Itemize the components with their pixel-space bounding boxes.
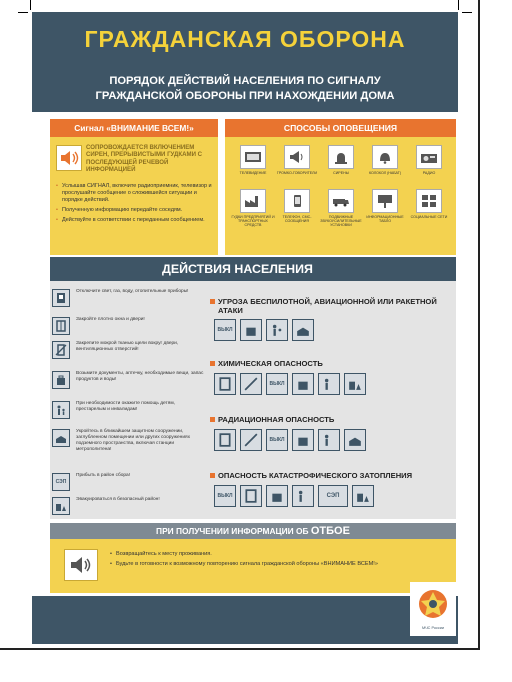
switch-off-icon xyxy=(214,319,236,341)
action-text: Эвакуироваться в безопасный район! xyxy=(76,497,160,502)
subtitle-line: ПОРЯДОК ДЕЙСТВИЙ НАСЕЛЕНИЯ ПО СИГНАЛУ xyxy=(109,75,381,87)
method-factory xyxy=(231,189,275,228)
method-billboard xyxy=(363,189,407,223)
switch-off-icon xyxy=(266,373,288,395)
switch-off-icon xyxy=(52,289,70,307)
action-text: При необходимости окажите помощь детям, престарелым и инвалидам! xyxy=(76,401,175,412)
signal-heading: Сигнал «ВНИМАНИЕ ВСЕМ!» xyxy=(50,119,218,137)
switch-label: ВЫКЛ xyxy=(217,493,233,499)
shelter-icon xyxy=(52,429,70,447)
speaker-icon xyxy=(56,145,82,171)
signal-panel xyxy=(50,119,218,255)
switch-off-icon xyxy=(214,485,236,507)
phone-icon xyxy=(284,189,310,213)
notification-methods-panel xyxy=(225,119,456,255)
crop-mark xyxy=(30,0,31,10)
social-icon xyxy=(416,189,442,213)
sep-icon xyxy=(52,473,70,491)
bag-icon xyxy=(292,373,314,395)
help-icon xyxy=(318,429,340,451)
crop-mark xyxy=(458,0,459,10)
method-bell xyxy=(363,145,407,175)
emchs-emblem xyxy=(410,582,456,636)
siren-icon xyxy=(328,145,354,169)
all-clear-heading-text: ПРИ ПОЛУЧЕНИИ ИНФОРМАЦИИ ОБ xyxy=(156,526,309,536)
method-label: ПОДВИЖНЫЕ ЗВУКОУСИЛИТЕЛЬНЫЕ УСТАНОВКИ xyxy=(320,215,362,228)
action-text: Закрепите мокрой тканью щели вокруг двери, вентиляционных отверстий! xyxy=(76,341,179,352)
sep-icon xyxy=(318,485,348,507)
method-label: ТЕЛЕВИДЕНИЕ xyxy=(239,171,267,175)
signal-description: СОПРОВОЖДАЕТСЯ ВКЛЮЧЕНИЕМ СИРЕН, ПРЕРЫВИСТЫМИ ГУДКАМИ С ПОСЛЕДУЮЩЕЙ РЕЧЕВОЙ ИНФОРМАЦИЕЙ xyxy=(86,144,203,173)
shelter-icon xyxy=(292,319,314,341)
evacuate-icon xyxy=(344,373,366,395)
emblem-icon xyxy=(410,582,456,626)
poster-title: ГРАЖДАНСКАЯ ОБОРОНА xyxy=(84,26,406,52)
threat-title: РАДИАЦИОННАЯ ОПАСНОСТЬ xyxy=(210,415,456,424)
actions-heading: ДЕЙСТВИЯ НАСЕЛЕНИЯ xyxy=(50,257,456,281)
bag-icon xyxy=(52,371,70,389)
signal-instructions xyxy=(56,183,214,227)
factory-icon xyxy=(240,189,266,213)
threat-title: УГРОЗА БЕСПИЛОТНОЙ, АВИАЦИОННОЙ ИЛИ РАКЕТНОЙ АТАКИ xyxy=(210,297,456,315)
method-radio xyxy=(407,145,451,175)
method-label: ТЕЛЕФОН, СМС-СООБЩЕНИЯ xyxy=(282,215,312,224)
seal-icon xyxy=(240,373,262,395)
action-text: Закройте плотно окна и двери! xyxy=(76,317,145,322)
sep-badge: СЭП xyxy=(55,479,67,485)
all-clear-heading xyxy=(50,523,456,539)
shelter-icon xyxy=(344,429,366,451)
threat-air-attack xyxy=(210,297,456,333)
list-item: • Полученную информацию передайте соседям. xyxy=(56,207,214,214)
tv-icon xyxy=(240,145,266,169)
action-text: Отключите свет, газ, воду, отопительные приборы! xyxy=(76,289,189,294)
sep-badge: СЭП xyxy=(326,493,340,499)
switch-label: ВЫКЛ xyxy=(217,327,233,333)
all-clear-panel xyxy=(50,539,456,593)
list-item: • Действуйте в соответствии с переданным сообщением. xyxy=(56,217,214,224)
method-siren xyxy=(319,145,363,175)
method-tv xyxy=(231,145,275,175)
threat-title: ОПАСНОСТЬ КАТАСТРОФИЧЕСКОГО ЗАТОПЛЕНИЯ xyxy=(210,471,456,480)
action-text: Возьмите документы, аптечку, необходимые вещи, запас продуктов и воды! xyxy=(76,371,204,382)
method-label: ГРОМКО-ГОВОРИТЕЛИ xyxy=(276,171,318,175)
method-loudspeaker xyxy=(275,145,319,175)
evacuate-icon xyxy=(352,485,374,507)
threat-title: ХИМИЧЕСКАЯ ОПАСНОСТЬ xyxy=(210,359,456,368)
poster-header xyxy=(32,12,458,112)
switch-off-icon xyxy=(266,429,288,451)
threat-flood xyxy=(210,471,456,499)
seal-icon xyxy=(240,429,262,451)
all-clear-heading-big: ОТБОЕ xyxy=(310,525,350,537)
all-clear-instructions xyxy=(110,550,440,570)
window-icon xyxy=(214,429,236,451)
bag-icon xyxy=(240,319,262,341)
method-label: ИНФОРМАЦИОННЫЕ ТАБЛО xyxy=(366,215,404,224)
poster xyxy=(32,12,458,644)
vehicle-icon xyxy=(328,189,354,213)
action-text: Укройтесь в ближайшем защитном сооружении, заглубленном помещении или других сооружениях подземного пространства, включая станции метрополитена! xyxy=(76,429,191,452)
method-label: КОЛОКОЛ (НАБАТ) xyxy=(368,171,402,175)
list-item: • Возвращайтесь к месту проживания. xyxy=(110,550,440,558)
page-border-right xyxy=(478,0,480,650)
actions-panel xyxy=(50,281,456,519)
page-border-bottom xyxy=(0,648,480,650)
subtitle-line: ГРАЖДАНСКОЙ ОБОРОНЫ ПРИ НАХОЖДЕНИИ ДОМА xyxy=(95,90,395,102)
window-icon xyxy=(214,373,236,395)
help-icon xyxy=(292,485,314,507)
radio-icon xyxy=(416,145,442,169)
threat-chemical xyxy=(210,359,456,387)
method-phone xyxy=(275,189,319,223)
list-item: • Будьте в готовности к возможному повторению сигнала гражданской обороны «ВНИМАНИЕ ВСЕМ!» xyxy=(110,560,440,568)
crop-mark xyxy=(18,12,28,13)
methods-heading: СПОСОБЫ ОПОВЕЩЕНИЯ xyxy=(225,119,456,137)
help-icon xyxy=(266,319,288,341)
bag-icon xyxy=(292,429,314,451)
window-icon xyxy=(52,317,70,335)
switch-label: ВЫКЛ xyxy=(269,437,285,443)
bell-icon xyxy=(372,145,398,169)
poster-footer xyxy=(32,596,458,644)
bag-icon xyxy=(266,485,288,507)
method-vehicle xyxy=(319,189,363,228)
method-social xyxy=(407,189,451,219)
speaker-icon xyxy=(64,549,98,581)
method-label: СОЦИАЛЬНЫЕ СЕТИ xyxy=(410,215,448,219)
action-text: Прибыть в район сбора! xyxy=(76,473,131,478)
method-label: РАДИО xyxy=(422,171,436,175)
switch-label: ВЫКЛ xyxy=(269,381,285,387)
evacuate-icon xyxy=(52,497,70,515)
window-icon xyxy=(240,485,262,507)
method-label: СИРЕНЫ xyxy=(333,171,349,175)
crop-mark xyxy=(462,12,472,13)
list-item: • Услышав СИГНАЛ, включите радиоприемник, телевизор и прослушайте сообщение о сложившейся ситуации и порядке действий. xyxy=(56,183,214,204)
method-label: ГУДКИ ПРЕДПРИЯТИЙ И ТРАНСПОРТНЫХ СРЕДСТВ xyxy=(231,215,275,228)
help-icon xyxy=(52,401,70,419)
emblem-label: МЧС России xyxy=(422,626,444,630)
seal-icon xyxy=(52,341,70,359)
threat-radiation xyxy=(210,415,456,443)
poster-subtitle xyxy=(32,74,458,104)
billboard-icon xyxy=(372,189,398,213)
help-icon xyxy=(318,373,340,395)
loudspeaker-icon xyxy=(284,145,310,169)
